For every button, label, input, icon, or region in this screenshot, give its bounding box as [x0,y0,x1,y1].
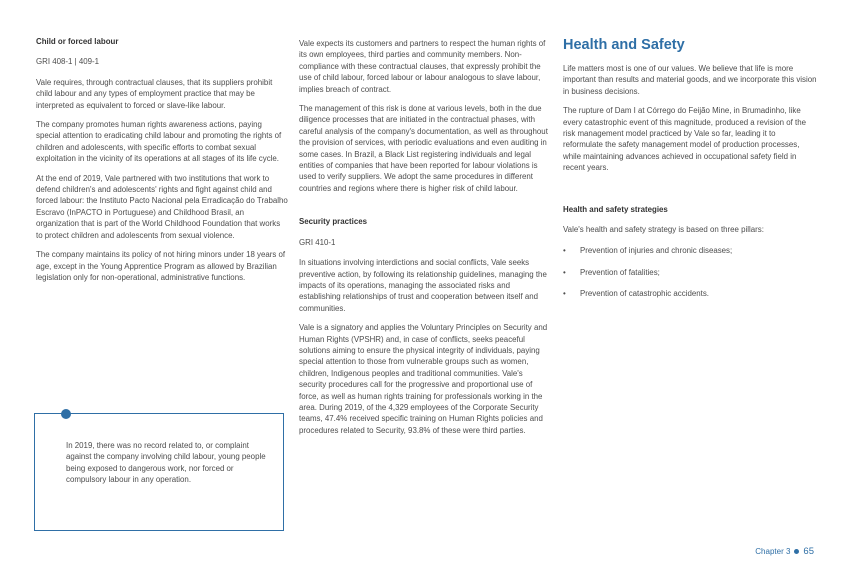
list-item: • Prevention of catastrophic accidents. [563,288,817,299]
paragraph: The rupture of Dam I at Córrego do Feijão Mine, in Brumadinho, like every catastrophic event of this magnitude, produced a revision of the risk management model practiced by Vale so far, leading it to reformulate the safety management model of production processes, while maintaining advances achieved in occupational safety field in recent years. [563,106,806,173]
health-safety-title: Health and Safety [563,37,685,53]
list-item: • Prevention of fatalities; [563,267,817,278]
page-number: 65 [803,546,814,557]
list-item: • Prevention of injuries and chronic diseases; [563,245,817,256]
left-column [36,36,288,291]
child-labour-heading: Child or forced labour [36,37,119,46]
right-column [563,36,817,310]
middle-column [299,38,551,444]
paragraph: The company maintains its policy of not hiring minors under 18 years of age, except in the Young Apprentice Program as allowed by Brazilian legislation only for non-operational, administrative functions. [36,250,286,282]
pillars-list [563,245,817,299]
strategies-heading: Health and safety strategies [563,204,668,214]
paragraph: At the end of 2019, Vale partnered with two institutions that work to defend children's and adolescents' rights and fight against child and forced labour: the Instituto Pacto Nacional pela Erradicação do Trabalho Escravo (InPACTO in Portuguese) and Childhood Brasil, an organization that is part of the World Childhood Foundation that works to protect children and adolescents from sexual violence. [36,173,288,240]
paragraph: Vale requires, through contractual clauses, that its suppliers prohibit child labour and any types of employment practice that may be interpreted as equivalent to forced or slave-like labour. [36,77,273,110]
gri-reference: GRI 410-1 [299,237,336,247]
security-practices-heading: Security practices [299,217,367,227]
callout-dot-icon [61,409,71,419]
chapter-label: Chapter 3 [755,547,791,556]
paragraph: In situations involving interdictions and social conflicts, Vale seeks preventive action, by following its relationship guidelines, managing the impacts of its operations, managing the associated risks and establishing relationships of trust and cooperation between itself and communities. [299,258,547,313]
paragraph: The management of this risk is done at various levels, both in the due diligence processes that are initiated in the contractual phases, with careful analysis of the company's documentation, as well as throughout the provision of services, with periodic evaluations and even auditing in some cases. In Brazil, a Black List registering individuals and legal entities of companies that have been reported for labour violations is used to verify suppliers. We adopt the same procedures in different countries and regions where there is higher risk of child labour. [299,104,548,193]
paragraph: Vale expects its customers and partners to respect the human rights of its own employees, third parties and community members. Non-compliance with these contractual clauses, that expressly prohibit the use of child labour, forced labour or labour analogous to slave labour, implies breach of contract. [299,39,546,94]
paragraph: Vale's health and safety strategy is based on three pillars: [563,225,764,235]
callout-box [34,413,284,531]
gri-reference: GRI 408-1 | 409-1 [36,57,100,67]
paragraph: Life matters most is one of our values. We believe that life is more important than results and material goods, and we incorporate this vision in business decisions. [563,64,817,96]
footer-dot-icon [794,549,799,554]
paragraph: The company promotes human rights awareness actions, paying special attention to eradicating child labour and promoting the rights of children and adolescents, with specific efforts to combat sexual exploitation in the vicinity of its operations at all stages of its life cycle. [36,120,282,164]
paragraph: Vale is a signatory and applies the Voluntary Principles on Security and Human Rights (VPSHR) and, in case of conflicts, seeks peaceful solutions aiming to ensure the physical integrity of individuals, paying special attention to those from vulnerable groups such as women, children, Indigenous peoples and traditional communities. Vale's security procedures call for the progressive and proportional use of force, as well as human rights training for professionals working in the area. During 2019, of the 4,329 employees of the Corporate Security teams, 47.4% received specific training on Human Rights policies and procedures related to Security, 93.8% of these were third parties. [299,323,548,435]
page-footer [755,546,814,557]
callout-text: In 2019, there was no record related to, or complaint against the company involving child labour, young people being exposed to dangerous work, nor forced or compulsory labour in any operation. [66,441,266,485]
